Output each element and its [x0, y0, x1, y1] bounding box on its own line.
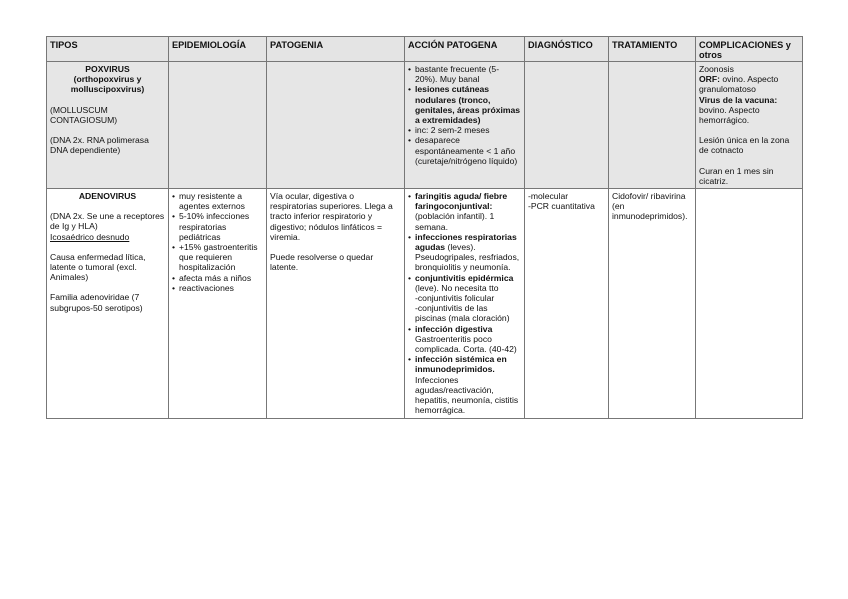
adenovirus-accion-cell	[405, 189, 525, 418]
header-accion-patogena: ACCIÓN PATOGENA	[405, 37, 525, 62]
list-item: • +15% gastroenteritis que requieren hospitalización	[172, 242, 263, 273]
adenovirus-icosaedrico: Icosaédrico desnudo	[50, 231, 130, 242]
list-item: • infección digestiva Gastroenteritis poco complicada. Corta. (40-42)	[408, 324, 521, 355]
poxvirus-tratamiento-cell	[609, 62, 696, 189]
adenovirus-dna: (DNA 2x. Se une a receptores de Ig y HLA)	[50, 211, 165, 232]
poxvirus-tipo-cell	[47, 62, 169, 189]
virus-table	[46, 36, 803, 419]
adenovirus-diag-pcr: -PCR cuantitativa	[528, 201, 595, 212]
list-item: • lesiones cutáneas nodulares (tronco, genitales, áreas próximas a extremidades)	[408, 84, 521, 125]
poxvirus-vacuna: Virus de la vacuna: bovino. Aspecto hemorrágico.	[699, 94, 778, 126]
header-tratamiento: TRATAMIENTO	[609, 37, 696, 62]
list-item: • conjuntivitis epidérmica (leve). No necesita tto -conjuntivitis folicular -conjuntivitis de las piscinas (mala cloración)	[408, 273, 521, 324]
adenovirus-familia: Familia adenoviridae (7 subgrupos-50 serotipos)	[50, 292, 143, 313]
list-item: • reactivaciones	[172, 283, 263, 293]
header-tipos: TIPOS	[47, 37, 169, 62]
adenovirus-tratamiento-cell	[609, 189, 696, 418]
list-item: • 5-10% infecciones respiratorias pediátricas	[172, 211, 263, 242]
list-item: • inc: 2 sem-2 meses	[408, 125, 521, 135]
poxvirus-subtitle: (orthopoxvirus y molluscipoxvirus)	[70, 74, 145, 95]
list-item: • desaparece espontáneamente < 1 año (curetaje/nitrógeno líquido)	[408, 135, 521, 166]
table-row-adenovirus	[47, 189, 803, 418]
header-row	[47, 37, 803, 62]
adenovirus-patogenia-cell	[267, 189, 405, 418]
adenovirus-title: ADENOVIRUS	[78, 191, 137, 202]
poxvirus-orf: ORF: ovino. Aspecto granulomatoso	[699, 74, 779, 95]
poxvirus-accion-cell	[405, 62, 525, 189]
header-complicaciones: COMPLICACIONES y otros	[696, 37, 803, 62]
poxvirus-complicaciones-cell	[696, 62, 803, 189]
poxvirus-lesion: Lesión única en la zona de cotnacto	[699, 135, 790, 156]
header-patogenia: PATOGENIA	[267, 37, 405, 62]
poxvirus-curan: Curan en 1 mes sin cicatriz.	[699, 165, 774, 186]
table-row-poxvirus	[47, 62, 803, 189]
adenovirus-complicaciones-cell	[696, 189, 803, 418]
adenovirus-tipo-cell	[47, 189, 169, 418]
list-item: • faringitis aguda/ fiebre faringoconjuntival: (población infantil). 1 semana.	[408, 191, 521, 232]
adenovirus-diag-molecular: -molecular	[528, 191, 569, 202]
header-diagnostico: DIAGNÓSTICO	[525, 37, 609, 62]
poxvirus-zoonosis: Zoonosis	[699, 64, 734, 74]
poxvirus-epidemiologia-cell	[169, 62, 267, 189]
list-item: • infección sistémica en inmunodeprimidos. Infecciones agudas/reactivación, hepatitis, neumonía, cistitis hemorrágica.	[408, 354, 521, 415]
adenovirus-causa: Causa enfermedad lítica, latente o tumoral (excl. Animales)	[50, 251, 146, 283]
list-item: • afecta más a niños	[172, 273, 263, 283]
poxvirus-title: POXVIRUS	[85, 64, 130, 74]
poxvirus-diagnostico-cell	[525, 62, 609, 189]
adenovirus-epidemiologia-cell	[169, 189, 267, 418]
header-epidemiologia: EPIDEMIOLOGÍA	[169, 37, 267, 62]
adenovirus-diagnostico-cell	[525, 189, 609, 418]
poxvirus-patogenia-cell	[267, 62, 405, 189]
list-item: • muy resistente a agentes externos	[172, 191, 263, 211]
adenovirus-latente: Puede resolverse o quedar latente.	[270, 252, 374, 273]
poxvirus-dna: (DNA 2x. RNA polimerasa DNA dependiente)	[50, 135, 149, 156]
adenovirus-tratamiento: Cidofovir/ ribavirina (en inmunodeprimidos).	[612, 191, 688, 222]
list-item: • bastante frecuente (5-20%). Muy banal	[408, 64, 521, 84]
adenovirus-via: Vía ocular, digestiva o respiratorias superiores. Llega a tracto inferior respiratorio y digestivo; nódulos linfáticos = viremia.	[270, 191, 393, 242]
poxvirus-molluscum: (MOLLUSCUM CONTAGIOSUM)	[50, 104, 118, 125]
list-item: • infecciones respiratorias agudas (leves). Pseudogripales, resfriados, bronquiolitis y neumonía.	[408, 232, 521, 273]
